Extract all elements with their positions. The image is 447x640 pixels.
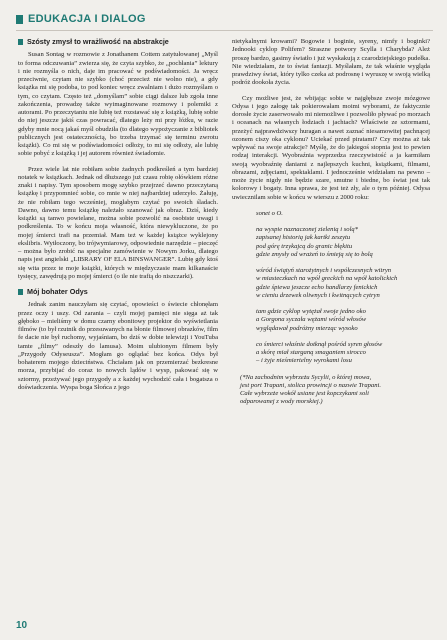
- footnote-line: odparowanej z wody morskiej.): [240, 398, 323, 406]
- heading-odys: [18, 288, 218, 296]
- poem-stanza: [256, 341, 430, 366]
- page-number: 10: [16, 620, 28, 631]
- poem-title: sonet o O.: [256, 209, 283, 217]
- poem: [256, 210, 430, 366]
- footnote-line: Całe wybrzeże wokół usiane jest kopczykami soli: [240, 390, 369, 397]
- poem-line: na wyspie naznaczonej zielenią i solą*: [256, 226, 359, 233]
- poem-line: gdzie śpiewa jeszcze echo handlarzy fenickich: [256, 283, 378, 291]
- header-divider: [16, 30, 433, 31]
- footnote-line: (*Na zachodnim wybrzeżu Sycylii, o której mowa,: [240, 373, 372, 381]
- poem-line: wśród świątyń starożytnych i współczesnych witryn: [256, 267, 392, 274]
- poem-line: wyglądawał podróżny mierząc wysoko: [256, 324, 358, 332]
- poem-line: tam gdzie cyklop wytężał swoje jedno oko: [256, 308, 366, 315]
- paragraph: Czy możliwe jest, że wbijając sobie w najgłębsze zwoje mózgowe Odysa i jego załogę tak pokierowałam moimi wyborami, że faktycznie dorosłe życie zaserwowało mi niemożliwe i pozwoliło pływać po morzach i oceanach na własnych łodziach i jachtach? Właściwie ze sztormami, przeżyć najprawdziwszy huragan a nawet zaznać niesamowitej pachnącej ozonem ciszy oka cyklonu? Uciekać przed piratami? Czy można aż tak wpływać na swoje atrakcje? Myślę, że do jakiegoś stopnia jest to pewien rodzaj interakcji. Wyobraźnia wyprzedza rzeczywistość a ja karmiłam swoją wyobraźnię daniami z najlepszych kuchni, książkami, filmami, obrazami, zdjęciami, spektaklami. I jednocześnie widziałam na pewno – może życie nigdy nie będzie szare, smutne i biedne, bo świat jest tak kolorowy i bogaty. Inna sprawa, że jest też zły, ale o tym później. Odysa uwiecznilam sobie w końcu w wierszu z 2000 roku:: [232, 94, 430, 201]
- section-marker: [16, 15, 23, 24]
- heading-marker: [18, 289, 23, 295]
- left-column: [18, 38, 218, 392]
- poem-stanza: [256, 226, 430, 259]
- poem-line: pod górę trzykajcą do granic błękitu: [256, 242, 353, 250]
- paragraph: nietykalnymi krowami? Bogowie i boginie, syreny, nimfy i boginki? Jednooki cyklop Polifem? Straszne potwory Scylla i Charybda? Ależ proszę bardzo, gasimy światło i już wyskakują z czarodziejskiego pudełka. Nie wiedziałam, że to świat fantazji. Myślałam, że tak właśnie wygląda prawdziwy świat, który tylko czeka aż podrosnę i wyruszę w swoją wielką podróż dookoła życia.: [232, 38, 430, 87]
- footnote-line: jest port Trapani, stolica prowincji o nazwie Trapani.: [240, 381, 381, 389]
- poem-line: co śmierci właśnie dotknął pośród syren głosów: [256, 340, 383, 348]
- poem-line: gdzie zmysły od wrażeń to śmieją się to bolą: [256, 250, 373, 258]
- heading-marker: [18, 39, 23, 45]
- poem-line: – i żyje nieśmiertelny wyrokami losu: [256, 357, 352, 365]
- poem-line: w cieniu drzewek oliwnych i kwitnących cytryn: [256, 291, 380, 299]
- poem-line: a skórę miał starganą smaganiem sirocco: [256, 349, 366, 356]
- poem-line: w miasteczkach na wpół greckich na wpół katolickich: [256, 275, 398, 283]
- paragraph: Susan Sontag w rozmowie z Jonathanem Cottem zatytułowanej „Myśl to forma odczuwania” zwierza się, że czyta szybko, że „pochłania” lektury i nie rozmyśla o nich, daje im pracować w podświadomości. Ja wręcz przeciwnie, czytam nie szybko (choć przecież nie wolno nie), a gdy książka mi się podoba, to pod koniec wręcz zwalniam i dużo rozmyślam o tym, co czytam. Często też „domyślam” sobie ciągi dalsze lub zgoła inne zakończenia, prowadzę także wyimaginowane rozmowy i polemiki z autorami. Po przeczytaniu nie lubię też rozstawać się z książką, lubię sobie do niej jeszcze jakiś czas powracać, dlatego leży mi przy łóżku, w razie gdyby mnie nocą jakaś myśl obudziła (to dlatego wypożyczanie z bibliotek publicznych jest ostatecznością, bo trzeba trzymać się terminu zwrotu książki). Co mi się w podświadomości odłoży, to mi się odłoży, ale lubię sobie pobyć z książką i jej autorem również świadomie.: [18, 51, 218, 158]
- footnote: [240, 374, 430, 407]
- section-title: EDUKACJA I DIALOG: [28, 13, 146, 25]
- heading-sixth-sense: [18, 38, 218, 46]
- section-header: [16, 12, 146, 26]
- heading-text: Mój bohater Odys: [27, 287, 88, 296]
- right-column: [232, 38, 430, 407]
- paragraph: Przez wiele lat nie robiłam sobie żadnych podkreśleń a tym bardziej notatek w książkach. Jednak od dłuższego już czasu robię ołówkiem różne znaki i napisy. Tym sposobem mogę szybko przejrzeć dawno przeczytaną książkę i przypomnieć sobie, co mnie w niej najbardziej uderzyło. Żałuję, że nie robiłam tego wcześniej, mogłabym czytać po swoich śladach. Dawno, dawno temu książkę należało szanować jak obraz. Dziś, kiedy książki są tanwo powielane, można sobie pozwolić na osobiste uwagi i podkreślenia. To w końcu moja własność, która niewykluczone, że po mojej śmierci trafi na przemiał. Mam też w każdej książce wyklejony ekslibris. Wytłoczony, bo trójwymiarowy, odpowiednie narzędzie – pieczęć – można było zrobić na specjalne zamówienie w Nowym Jorku, dlatego napis jest angielski „LIBRARY OF ELA BINSWANGER”. Lubię gdy ktoś się wita przez te moje książki, których w międzyczasie mam kilkanaście tysięcy, zawędrują po mojej śmierci (o ile nie trafią do niszczarki).: [18, 165, 218, 280]
- poem-stanza: [256, 308, 430, 333]
- heading-text: Szósty zmysł to wrażliwość na abstrakcje: [27, 37, 169, 46]
- paragraph: Jednak zanim nauczyłam się czytać, opowieści o świecie chłonęłam przez oczy i uszy. Od zarania – czyli mojej pamięci nie sięga aż tak głęboko – mieliśmy w domu czarny ebonitowy projektor do wyświetlania filmów (to był rzutnik do przesuwanych na błonie filmowej obrazków, film fe dacie nie był ruchomy, wyjaśniam, bo dziś w dobie telewizji i YouTuba tamte „filmy” odeszły do lamusa). Moim ulubionym filmem były „Przygody Odyseusza”. Mogłam go oglądać bez końca. Odys był bohaterem mojego dzieciństwa. Chciałam jak on przemierzać bezkresne morza, przybijać do coraz to nowych lądów i wysp, pakować się w sztormy, przeżywać jego przygody a z każdej wychodzić cała i bogatsza o doświadczenia. Wyspa boga Słońca z jego: [18, 301, 218, 391]
- poem-stanza: [256, 267, 430, 300]
- poem-line: zapisanej historią jak kartki zeszytu: [256, 234, 351, 242]
- poem-line: a Gorgona syczała wężami wśród włosów: [256, 316, 367, 324]
